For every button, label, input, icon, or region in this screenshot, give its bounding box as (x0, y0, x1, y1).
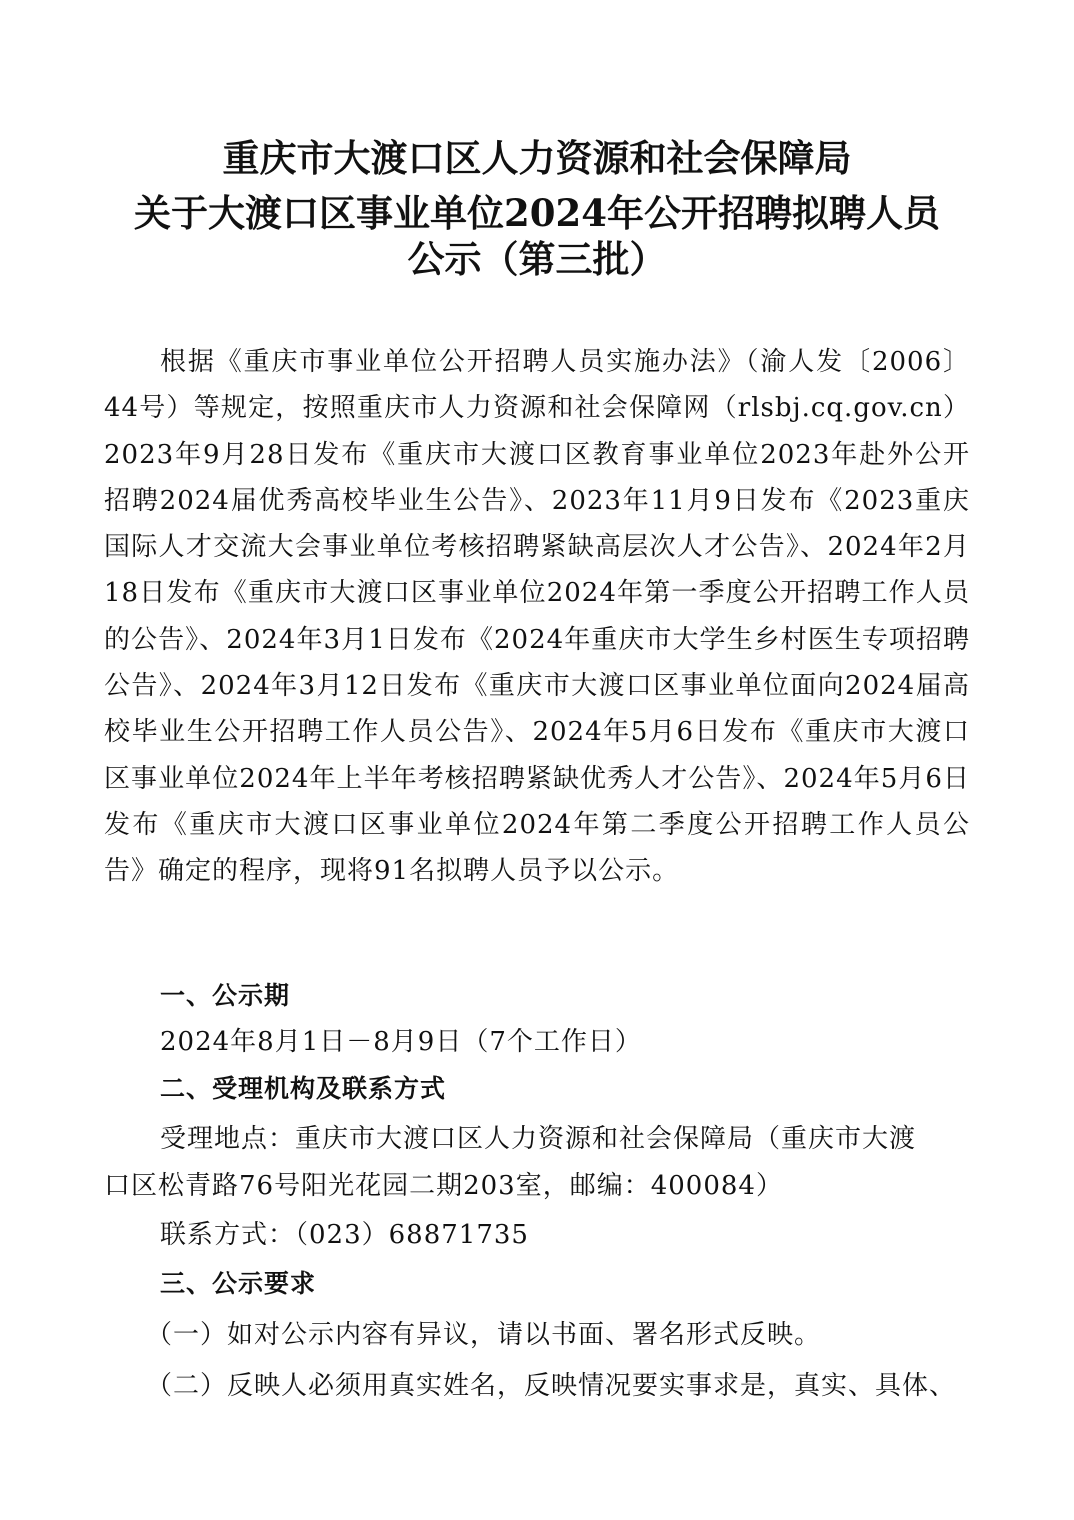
requirement-item-1: （一）如对公示内容有异议，请以书面、署名形式反映。 (146, 1320, 822, 1350)
title-line-3: 公示（第三批） (407, 237, 667, 281)
publicity-period-text: 2024年8月1日－8月9日（7个工作日） (160, 1027, 642, 1057)
section-heading-publicity-period: 一、公示期 (160, 981, 291, 1010)
intro-paragraph: 根据《重庆市事业单位公开招聘人员实施办法》（渝人发〔2006〕44号）等规定，按照重庆市人力资源和社会保障网（rlsbj.cq.gov.cn）2023年9月28日发布《重庆市大渡口区教育事业单位2023年赴外公开招聘2024届优秀高校毕业生公告》、2023年11月9日发布《2023重庆国际人才交流大会事业单位考核招聘紧缺高层次人才公告》、2024年2月18日发布《重庆市大渡口区事业单位2024年第一季度公开招聘工作人员的公告》、2024年3月1日发布《2024年重庆市大学生乡村医生专项招聘公告》、2024年3月12日发布《重庆市大渡口区事业单位面向2024届高校毕业生公开招聘工作人员公告》、2024年5月6日发布《重庆市大渡口区事业单位2024年上半年考核招聘紧缺优秀人才公告》、2024年5月6日发布《重庆市大渡口区事业单位2024年第二季度公开招聘工作人员公告》确定的程序，现将91名拟聘人员予以公示。 (104, 347, 970, 887)
title-line-1: 重庆市大渡口区人力资源和社会保障局 (222, 136, 852, 180)
section-heading-contact: 二、受理机构及联系方式 (160, 1074, 447, 1103)
address-line-1: 受理地点：重庆市大渡口区人力资源和社会保障局（重庆市大渡 (160, 1124, 917, 1154)
address-line-2: 口区松青路76号阳光花园二期203室，邮编：400084） (104, 1171, 783, 1201)
section-heading-requirements: 三、公示要求 (160, 1269, 317, 1298)
title-line-2: 关于大渡口区事业单位2024年公开招聘拟聘人员 (134, 191, 940, 235)
requirement-item-2: （二）反映人必须用真实姓名，反映情况要实事求是，真实、具体、 (146, 1371, 957, 1401)
contact-phone: 联系方式：（023）68871735 (160, 1220, 529, 1250)
